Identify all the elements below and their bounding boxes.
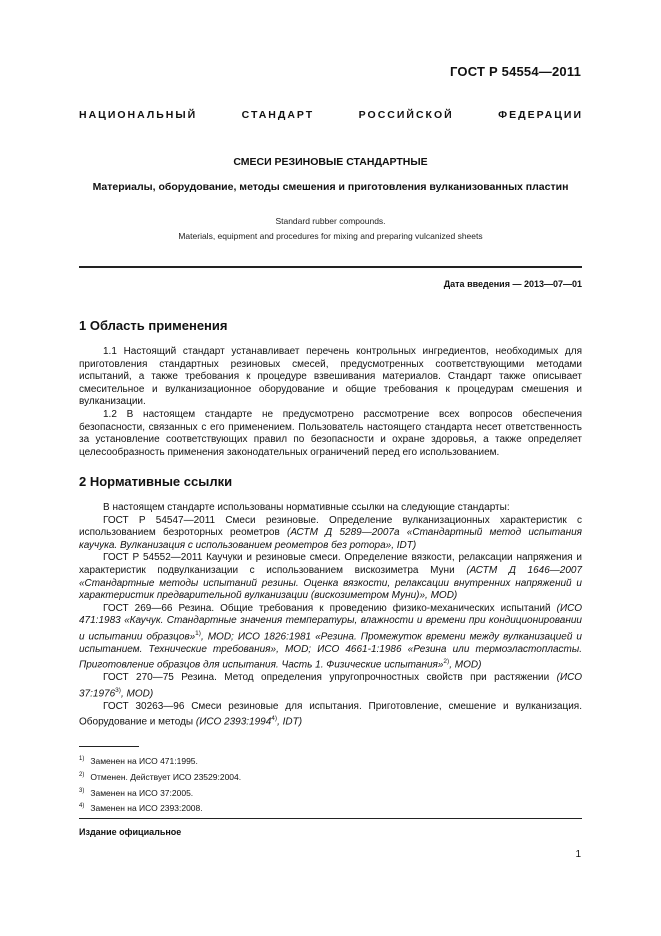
- footnote-4: $^{4)}$ Заменен на ИСО 2393:2008.: [79, 803, 203, 814]
- reference-gost-30263: ГОСТ 30263—96 Смеси резиновые для испытания. Приготовление, смешение и вулканизация. Оборудование и методы (ИСО 2393:1994$^{4)}$, IDT): [79, 700, 582, 728]
- introduction-date: Дата введения — 2013—07—01: [443, 279, 582, 289]
- footnote-ref-1: 1): [195, 629, 201, 637]
- title-divider: [79, 266, 582, 268]
- section-1-heading: 1 Область применения: [79, 318, 228, 333]
- english-title: [60, 214, 601, 244]
- footnote-ref-2: 2): [443, 658, 450, 666]
- footnote-1: $^{1)}$ Заменен на ИСО 471:1995.: [79, 756, 198, 766]
- footnote-ref-4: 4): [271, 715, 278, 723]
- section-2-heading: 2 Нормативные ссылки: [79, 474, 233, 489]
- paragraph-1-2: 1.2 В настоящем стандарте не предусмотрено рассмотрение всех вопросов обеспечения безопасности, связанных с его применением. Пользователь настоящего стандарта несет ответственность за установление соответствующих правил по безопасности и охране здоровья, а также определяет целесообразность применения законодательных ограничений перед его использованием.: [79, 408, 582, 458]
- reference-gost-269: ГОСТ 269—66 Резина. Общие требования к проведению физико-механических испытаний (ИСО 471:1983 «Каучук. Стандартные значения температуры, влажности и времени при кондиционировании и испытании образцов»$^{1)}$, MOD; ИСО 1826:1981 «Резина. Промежуток времени между вулканизацией и испытанием. Технические требования», MOD; ИСО 4661-1:1986 «Резина или термоэластопласты. Приготовление образцов для испытания. Часть 1. Физические испытания»$^{2)}$, MOD): [79, 602, 582, 671]
- document-subtitle: Материалы, оборудование, методы смешения и приготовления вулканизованных пластин: [92, 181, 569, 193]
- english-title-line-1: Standard rubber compounds.: [275, 216, 386, 226]
- references-intro: В настоящем стандарте использованы нормативные ссылки на следующие стандарты:: [103, 502, 510, 513]
- english-title-line-2: Materials, equipment and procedures for mixing and preparing vulcanized sheets: [178, 231, 483, 241]
- edition-divider: [79, 818, 582, 819]
- section-2-body: [79, 502, 582, 729]
- footnote-3: $^{3)}$ Заменен на ИСО 37:2005.: [79, 787, 194, 798]
- section-1-body: [79, 346, 582, 459]
- footnote-divider: [79, 746, 139, 747]
- reference-gost-r-54552: ГОСТ Р 54552—2011 Каучуки и резиновые смеси. Определение вязкости, релаксации напряжения и характеристик подвулканизации с использованием вискозиметра Муни (АСТМ Д 1646—2007 «Стандартные методы испытаний резины. Оценка вязкости, релаксации внутренних напряжений и характеристик предварительной вулканизации (вискозиметром Муни)», MOD): [79, 552, 582, 602]
- standard-number: ГОСТ Р 54554—2011: [450, 64, 581, 79]
- footnote-ref-3: 3): [115, 686, 121, 694]
- page-number: 1: [575, 849, 581, 860]
- reference-gost-r-54547: ГОСТ Р 54547—2011 Смеси резиновые. Определение вулканизационных характеристик с использованием безроторных реометров (АСТМ Д 5289—2007а «Стандартный метод испытания каучука. Вулканизация с использованием реометров без ротора», IDT): [79, 514, 582, 551]
- document-title: СМЕСИ РЕЗИНОВЫЕ СТАНДАРТНЫЕ: [233, 156, 428, 168]
- edition-label: Издание официальное: [79, 827, 182, 837]
- paragraph-1-1: 1.1 Настоящий стандарт устанавливает перечень контрольных ингредиентов, необходимых для приготовления стандартных резиновых смесей, предусмотренных соответствующими методами испытаний, а также требования к процедуре взвешивания материалов. Стандарт также описывает смесительное и вулканизационное оборудование и общие требования к процедурам смешения и вулканизации.: [79, 346, 582, 408]
- footnotes: [79, 753, 241, 816]
- reference-gost-270: ГОСТ 270—75 Резина. Метод определения упругопрочностных свойств при растяжении (ИСО 37:1976$^{3)}$, MOD): [79, 672, 582, 700]
- footnote-2: $^{2)}$ Отменен. Действует ИСО 23529:2004.: [79, 771, 242, 782]
- national-standard-heading: НАЦИОНАЛЬНЫЙ СТАНДАРТ РОССИЙСКОЙ ФЕДЕРАЦИИ: [79, 109, 583, 121]
